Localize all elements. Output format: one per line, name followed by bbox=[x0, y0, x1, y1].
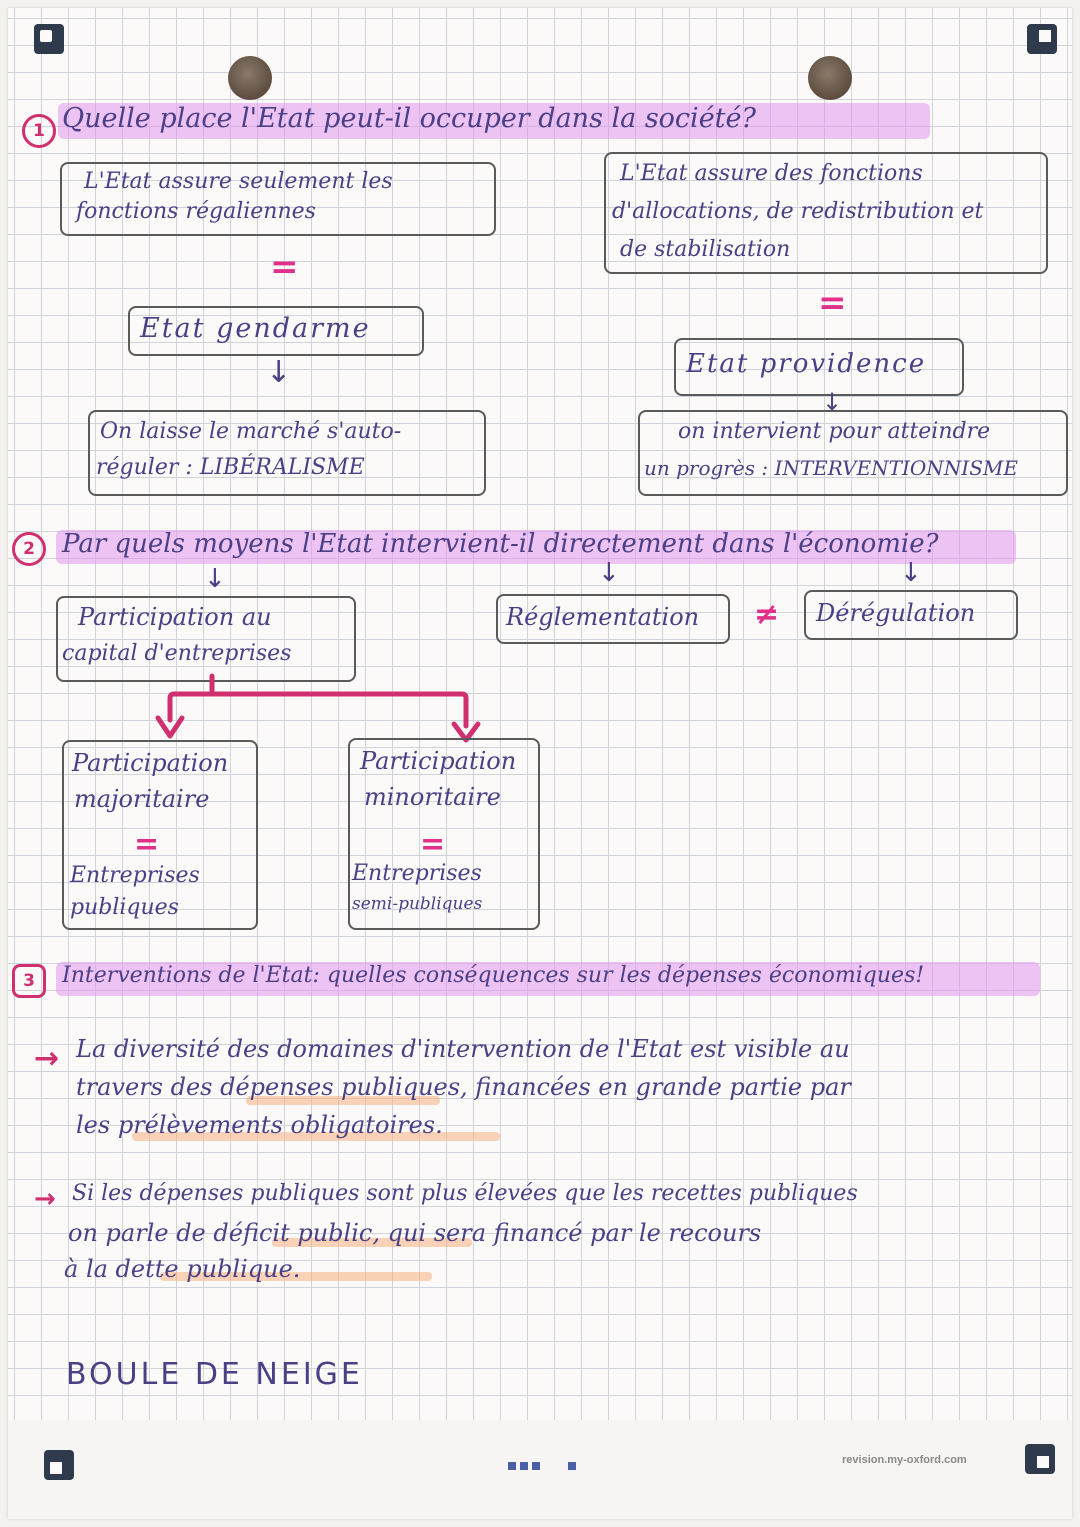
paragraph-line: travers des dépenses publiques, financées en grande partie par bbox=[76, 1073, 851, 1101]
footer-site: revision.my-oxford.com bbox=[842, 1454, 967, 1466]
definition-box: L'Etat assure seulement les fonctions régaliennes bbox=[60, 162, 496, 236]
corner-marker-icon bbox=[1027, 24, 1057, 54]
branch-box: Participation minoritaire = Entreprises semi-publiques bbox=[348, 738, 540, 930]
binder-hole-icon bbox=[808, 56, 852, 100]
means-box: Dérégulation bbox=[804, 590, 1018, 640]
conclusion-text: BOULE DE NEIGE bbox=[66, 1357, 363, 1392]
bullet-arrow-icon: → bbox=[34, 1041, 60, 1076]
equals-sign: = bbox=[270, 247, 299, 287]
section-title: Par quels moyens l'Etat intervient-il directement dans l'économie? bbox=[62, 529, 939, 559]
corner-marker-icon bbox=[1025, 1444, 1055, 1474]
corner-marker-icon bbox=[34, 24, 64, 54]
section-number: 2 bbox=[12, 532, 46, 566]
corner-marker-icon bbox=[44, 1450, 74, 1480]
section-number: 1 bbox=[22, 114, 56, 148]
definition-box: L'Etat assure des fonctions d'allocations, de redistribution et de stabilisation bbox=[604, 152, 1048, 274]
arrow-down-icon: ↓ bbox=[266, 355, 292, 390]
equals-sign: = bbox=[134, 827, 160, 862]
paragraph-line: La diversité des domaines d'intervention de l'Etat est visible au bbox=[76, 1035, 850, 1063]
means-box: Participation au capital d'entreprises bbox=[56, 596, 356, 682]
paragraph-line: Si les dépenses publiques sont plus élevées que les recettes publiques bbox=[72, 1181, 858, 1206]
arrow-down-icon: ↓ bbox=[204, 564, 226, 594]
consequence-box: On laisse le marché s'auto- réguler : LIBÉRALISME bbox=[88, 410, 486, 496]
arrow-down-icon: ↓ bbox=[598, 558, 620, 588]
arrow-down-icon: ↓ bbox=[822, 388, 843, 416]
paragraph-line: on parle de déficit public, qui sera financé par le recours bbox=[68, 1219, 762, 1247]
not-equal-sign: ≠ bbox=[754, 597, 780, 632]
section-number: 3 bbox=[12, 964, 46, 998]
section-title: Quelle place l'Etat peut-il occuper dans la société? bbox=[62, 103, 756, 134]
bullet-arrow-icon: → bbox=[34, 1184, 56, 1214]
consequence-box: on intervient pour atteindre un progrès : INTERVENTIONNISME bbox=[638, 410, 1068, 496]
section-title: Interventions de l'Etat: quelles conséquences sur les dépenses économiques! bbox=[62, 963, 925, 988]
arrow-down-icon: ↓ bbox=[900, 558, 922, 588]
branch-box: Participation majoritaire = Entreprises publiques bbox=[62, 740, 258, 930]
equals-sign: = bbox=[420, 827, 446, 862]
concept-box: Etat gendarme bbox=[128, 306, 424, 356]
means-box: Réglementation bbox=[496, 594, 730, 644]
paragraph-line: à la dette publique. bbox=[64, 1255, 301, 1283]
equals-sign: = bbox=[818, 283, 847, 323]
page-indicator-icon bbox=[508, 1462, 576, 1470]
concept-box: Etat providence bbox=[674, 338, 964, 396]
binder-hole-icon bbox=[228, 56, 272, 100]
paragraph-line: les prélèvements obligatoires. bbox=[76, 1111, 443, 1139]
